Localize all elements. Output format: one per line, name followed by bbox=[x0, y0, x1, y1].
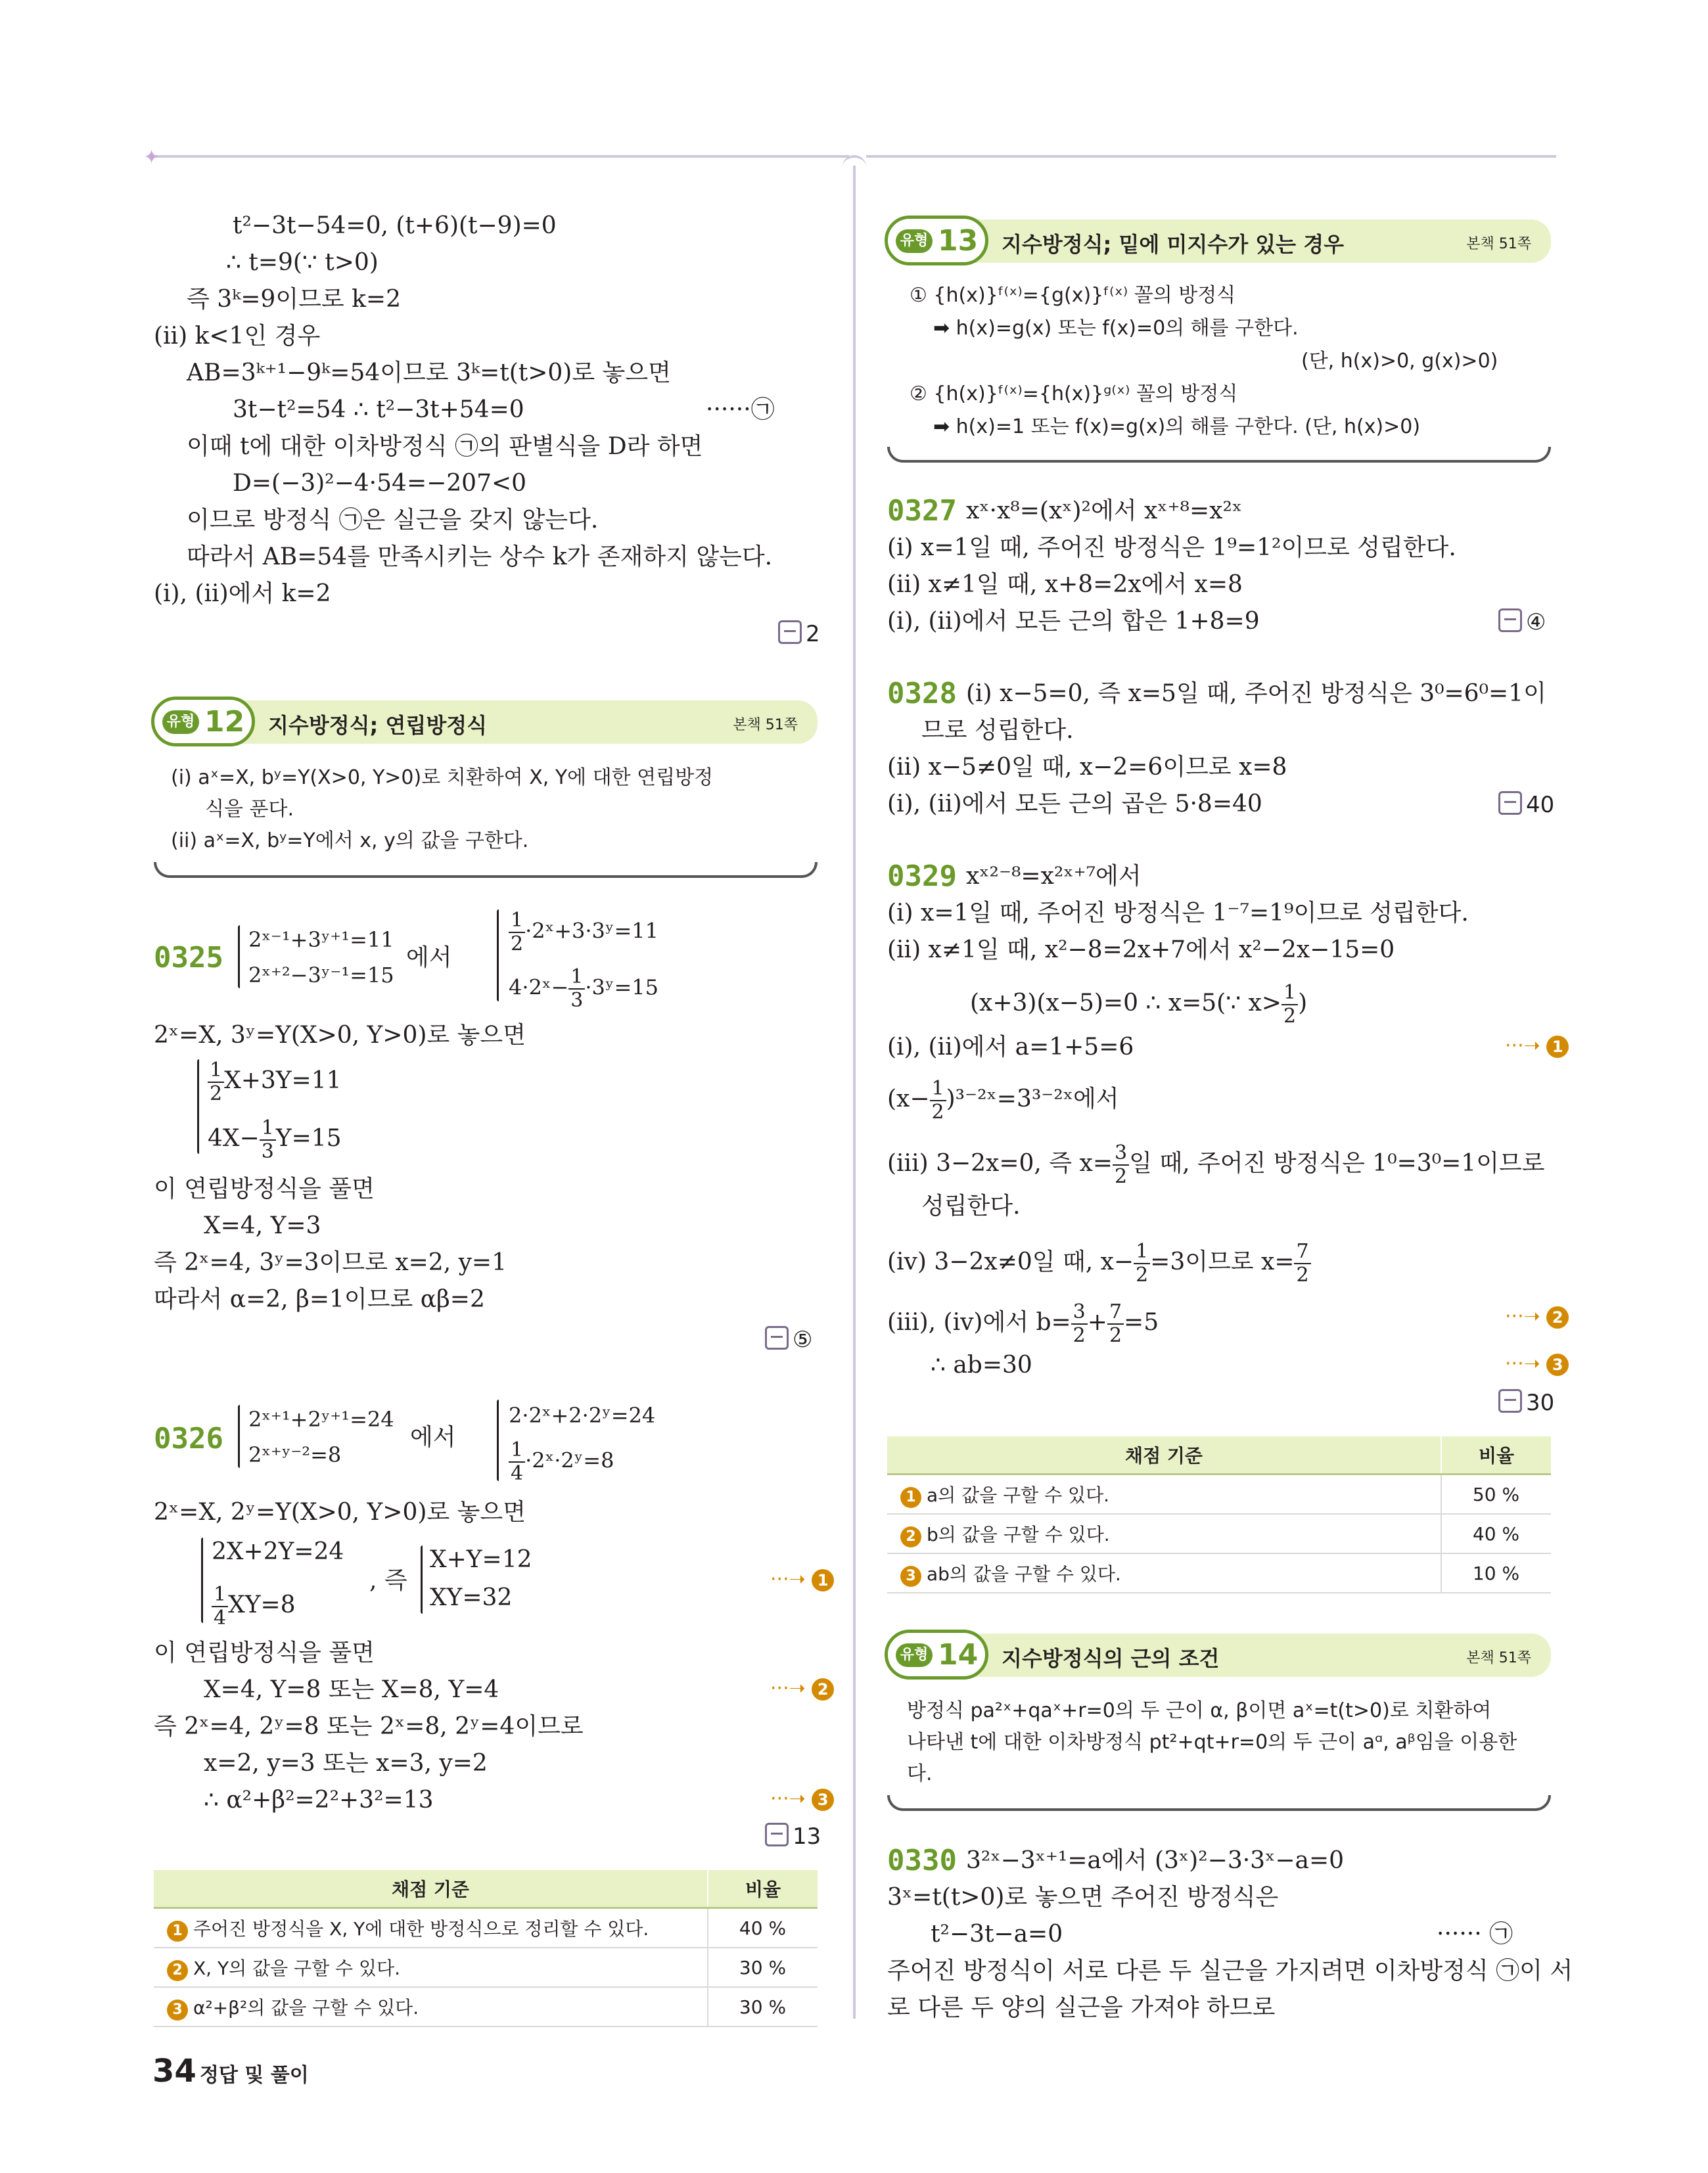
step-marker-2: ···➝ 2 bbox=[770, 1677, 834, 1701]
type-badge-number: 12 bbox=[204, 705, 245, 739]
solution-line: (i), (ii)에서 a=1+5=6 bbox=[887, 1034, 1134, 1061]
answer-icon bbox=[1498, 608, 1522, 632]
textbook-ref: 본책 51쪽 bbox=[1466, 236, 1531, 252]
solution-line: (ii) x≠1일 때, x²−8=2x+7에서 x²−2x−15=0 bbox=[887, 936, 1395, 963]
solution-line: (iii) 3−2x=0, 즉 x= $\frac{3}{2}$ 일 때, 주어진 방정식은 1⁰=3⁰=1이므로 bbox=[887, 1141, 1545, 1188]
summary-box-bottom bbox=[887, 447, 1551, 463]
system-eq: 4·2ˣ− $\frac{1}{3}$ ·3ʸ=15 bbox=[509, 965, 658, 1012]
solution-line: 성립한다. bbox=[921, 1193, 1021, 1220]
fraction: $\frac{1}{3}$ bbox=[568, 966, 585, 1012]
textbook-ref: 본책 51쪽 bbox=[733, 717, 798, 733]
solution-line: (i), (ii)에서 모든 근의 합은 1+8=9 bbox=[887, 608, 1260, 635]
type-banner-13 bbox=[887, 219, 1551, 263]
answer-value: 2 bbox=[806, 621, 820, 647]
step-marker-1: ···➝ 1 bbox=[1505, 1034, 1569, 1058]
problem-number: 0330 bbox=[887, 1844, 957, 1877]
solution-line: 3t−t²=54 ∴ t²−3t+54=0 bbox=[233, 396, 524, 423]
solution-line: 즉 3ᵏ=9이므로 k=2 bbox=[187, 286, 401, 313]
summary-line: ➡ h(x)=1 또는 f(x)=g(x)의 해를 구한다. (단, h(x)>0) bbox=[933, 415, 1421, 438]
solution-line: (i), (ii)에서 모든 근의 곱은 5·8=40 bbox=[887, 790, 1262, 817]
solution-line: 3ˣ=t(t>0)로 놓으면 주어진 방정식은 bbox=[887, 1884, 1279, 1911]
solution-line: (iv) 3−2x≠0일 때, x− $\frac{1}{2}$ =3이므로 x= $\frac{7}{2}$ bbox=[887, 1241, 1311, 1287]
summary-line: ➡ h(x)=g(x) 또는 f(x)=0의 해를 구한다. bbox=[933, 317, 1299, 340]
solution-line: X=4, Y=3 bbox=[204, 1212, 321, 1239]
fraction: $\frac{1}{2}$ bbox=[1134, 1241, 1150, 1287]
fraction: $\frac{1}{4}$ bbox=[509, 1439, 525, 1485]
step-marker-1: ···➝ 1 bbox=[770, 1568, 834, 1591]
solution-line: 이때 t에 대한 이차방정식 ㉠의 판별식을 D라 하면 bbox=[187, 433, 703, 460]
summary-line: ② {h(x)}ᶠ⁽ˣ⁾={h(x)}ᵍ⁽ˣ⁾ 꼴의 방정식 bbox=[910, 382, 1238, 405]
table-row bbox=[154, 1948, 818, 1987]
type-badge-number: 14 bbox=[938, 1638, 979, 1672]
system-eq: $\frac{1}{2}$ ·2ˣ+3·3ʸ=11 bbox=[509, 909, 658, 955]
top-rule-right bbox=[866, 155, 1556, 158]
grading-criteria: 2 X, Y의 값을 구할 수 있다. bbox=[154, 1948, 708, 1987]
fraction: $\frac{3}{2}$ bbox=[1071, 1301, 1088, 1347]
summary-line: 식을 푼다. bbox=[205, 798, 294, 821]
solution-line: (x− $\frac{1}{2}$ )³⁻²ˣ=3³⁻²ˣ에서 bbox=[887, 1077, 1119, 1124]
grading-ratio: 40 % bbox=[1441, 1514, 1551, 1553]
summary-line: 방정식 pa²ˣ+qaˣ+r=0의 두 근이 α, β이면 aˣ=t(t>0)로 치환하여 bbox=[907, 1699, 1492, 1722]
type-badge-label: 유형 bbox=[896, 229, 933, 253]
summary-line: (단, h(x)>0, g(x)>0) bbox=[1301, 350, 1498, 373]
page-number: 34 bbox=[152, 2053, 196, 2090]
solution-line: 이 연립방정식을 풀면 bbox=[154, 1639, 375, 1666]
solution-line: 로 다른 두 양의 실근을 가져야 하므로 bbox=[887, 1994, 1276, 2021]
summary-box-bottom bbox=[154, 862, 818, 878]
answer-value: 40 bbox=[1526, 792, 1555, 818]
fraction: $\frac{1}{2}$ bbox=[208, 1059, 224, 1105]
solution-line: (ii) x≠1일 때, x+8=2x에서 x=8 bbox=[887, 571, 1243, 598]
type-banner-14 bbox=[887, 1634, 1551, 1677]
fraction: $\frac{7}{2}$ bbox=[1107, 1301, 1124, 1347]
answer-value: 30 bbox=[1526, 1390, 1555, 1416]
system-eq: $\frac{1}{4}$ ·2ˣ·2ʸ=8 bbox=[509, 1439, 614, 1485]
answer-value: 13 bbox=[793, 1823, 821, 1850]
fraction: $\frac{1}{4}$ bbox=[212, 1584, 228, 1630]
grading-table bbox=[154, 1870, 818, 2027]
solution-line: ∴ α²+β²=2²+3²=13 bbox=[204, 1787, 434, 1814]
solution-line: 3²ˣ−3ˣ⁺¹=a에서 (3ˣ)²−3·3ˣ−a=0 bbox=[966, 1847, 1345, 1874]
step-marker-3: ···➝ 3 bbox=[770, 1787, 834, 1811]
solution-line: 즉 2ˣ=4, 3ʸ=3이므로 x=2, y=1 bbox=[154, 1249, 507, 1276]
equation-mark: ······㉠ bbox=[706, 396, 775, 423]
answer-icon bbox=[765, 1326, 789, 1350]
grading-ratio: 50 % bbox=[1441, 1475, 1551, 1515]
system-brace bbox=[238, 1405, 240, 1468]
step-marker-2: ···➝ 2 bbox=[1505, 1305, 1569, 1329]
solution-line: 주어진 방정식이 서로 다른 두 실근을 가지려면 이차방정식 ㉠이 서 bbox=[887, 1957, 1573, 1984]
grading-header bbox=[887, 1436, 1551, 1475]
summary-line: 나타낸 t에 대한 이차방정식 pt²+qt+r=0의 두 근이 aᵅ, aᵝ임을 이용한 bbox=[907, 1731, 1517, 1754]
grading-criteria: 1 a의 값을 구할 수 있다. bbox=[887, 1475, 1441, 1515]
type-badge bbox=[151, 697, 255, 746]
solution-line: xˣ²⁻⁸=x²ˣ⁺⁷에서 bbox=[966, 863, 1142, 890]
solution-line: D=(−3)²−4·54=−207<0 bbox=[233, 470, 527, 497]
table-row bbox=[154, 1987, 818, 2026]
type-badge bbox=[885, 216, 988, 265]
solution-line: t²−3t−a=0 bbox=[931, 1921, 1063, 1948]
table-row bbox=[154, 1908, 818, 1948]
solution-line: 즉 2ˣ=4, 2ʸ=8 또는 2ˣ=8, 2ʸ=4이므로 bbox=[154, 1713, 584, 1740]
solution-line: 므로 성립한다. bbox=[921, 717, 1074, 744]
answer-value: ⑤ bbox=[793, 1327, 813, 1353]
fraction: $\frac{1}{2}$ bbox=[1281, 982, 1298, 1028]
grading-ratio: 40 % bbox=[708, 1908, 818, 1948]
answer-icon bbox=[1498, 791, 1522, 815]
page-footer bbox=[152, 2053, 309, 2090]
system-eq: X+Y=12 bbox=[430, 1546, 532, 1573]
star-icon: ✦ bbox=[143, 146, 160, 169]
solution-line: (ii) x−5≠0일 때, x−2=6이므로 x=8 bbox=[887, 754, 1287, 781]
system-eq: XY=32 bbox=[430, 1584, 513, 1611]
type-badge-number: 13 bbox=[938, 224, 979, 258]
type-badge bbox=[885, 1630, 988, 1680]
answer-icon bbox=[778, 620, 802, 644]
solution-line: t²−3t−54=0, (t+6)(t−9)=0 bbox=[233, 212, 557, 239]
solution-line: ∴ t=9(∵ t>0) bbox=[226, 249, 379, 276]
answer-mark bbox=[1498, 1389, 1554, 1416]
solution-line: (ii) k<1인 경우 bbox=[154, 323, 321, 350]
summary-line: ① {h(x)}ᶠ⁽ˣ⁾={g(x)}ᶠ⁽ˣ⁾ 꼴의 방정식 bbox=[910, 284, 1236, 307]
system-eq: 2ˣ⁻¹+3ʸ⁺¹=11 bbox=[248, 927, 394, 952]
solution-line: 이므로 방정식 ㉠은 실근을 갖지 않는다. bbox=[187, 507, 599, 534]
summary-line: (ii) aˣ=X, bʸ=Y에서 x, y의 값을 구한다. bbox=[171, 829, 529, 852]
answer-icon bbox=[1498, 1389, 1522, 1413]
system-eq: 2ˣ⁺ʸ⁻²=8 bbox=[248, 1442, 342, 1467]
summary-line: 다. bbox=[907, 1762, 933, 1785]
type-title: 지수방정식; 밑에 미지수가 있는 경우 bbox=[1002, 232, 1345, 257]
type-banner-12 bbox=[154, 700, 818, 744]
answer-mark bbox=[778, 620, 820, 647]
grading-ratio: 30 % bbox=[708, 1987, 818, 2026]
system-brace bbox=[421, 1545, 423, 1614]
answer-mark bbox=[1498, 608, 1546, 635]
fraction: $\frac{1}{3}$ bbox=[260, 1117, 276, 1163]
grading-criteria: 3 α²+β²의 값을 구할 수 있다. bbox=[154, 1987, 708, 2026]
grading-criteria: 3 ab의 값을 구할 수 있다. bbox=[887, 1553, 1441, 1593]
problem-number: 0326 bbox=[154, 1422, 223, 1455]
grading-header bbox=[154, 1870, 818, 1908]
type-title: 지수방정식; 연립방정식 bbox=[268, 713, 488, 738]
system-eq: 2X+2Y=24 bbox=[212, 1538, 344, 1565]
solution-line: 따라서 AB=54를 만족시키는 상수 k가 존재하지 않는다. bbox=[187, 543, 773, 570]
system-eq: 4X− $\frac{1}{3}$ Y=15 bbox=[208, 1116, 342, 1163]
text-eseo: 에서 bbox=[406, 944, 452, 971]
system-eq: 2ˣ⁺²−3ʸ⁻¹=15 bbox=[248, 963, 394, 988]
summary-line: (i) aˣ=X, bʸ=Y(X>0, Y>0)로 치환하여 X, Y에 대한 연립방정 bbox=[171, 766, 714, 789]
text-eseo: 에서 bbox=[410, 1424, 456, 1451]
type-title: 지수방정식의 근의 조건 bbox=[1002, 1646, 1220, 1671]
type-badge-label: 유형 bbox=[162, 710, 199, 734]
column-divider bbox=[853, 166, 856, 2019]
problem-number: 0325 bbox=[154, 941, 223, 974]
solution-line: x=2, y=3 또는 x=3, y=2 bbox=[204, 1750, 488, 1777]
problem-number: 0329 bbox=[887, 859, 957, 893]
system-brace bbox=[238, 925, 240, 988]
fraction: $\frac{7}{2}$ bbox=[1294, 1241, 1310, 1287]
solution-line: ∴ ab=30 bbox=[931, 1352, 1032, 1379]
solution-line: 따라서 α=2, β=1이므로 αβ=2 bbox=[154, 1286, 485, 1313]
grading-table bbox=[887, 1436, 1551, 1593]
table-row bbox=[887, 1475, 1551, 1515]
answer-mark bbox=[765, 1326, 812, 1353]
grading-ratio: 10 % bbox=[1441, 1553, 1551, 1593]
grading-header-ratio: 비율 bbox=[1441, 1436, 1551, 1475]
table-row bbox=[887, 1514, 1551, 1553]
grading-header-criteria: 채점 기준 bbox=[154, 1870, 708, 1908]
system-brace bbox=[497, 909, 499, 1001]
grading-criteria: 1 주어진 방정식을 X, Y에 대한 방정식으로 정리할 수 있다. bbox=[154, 1908, 708, 1948]
type-badge-label: 유형 bbox=[896, 1643, 933, 1667]
solution-line: (i), (ii)에서 k=2 bbox=[154, 580, 331, 607]
fraction: $\frac{1}{2}$ bbox=[930, 1078, 946, 1124]
answer-mark bbox=[765, 1823, 821, 1850]
fraction: $\frac{3}{2}$ bbox=[1113, 1142, 1129, 1188]
summary-box-bottom bbox=[887, 1795, 1551, 1811]
table-row bbox=[887, 1553, 1551, 1593]
grading-criteria: 2 b의 값을 구할 수 있다. bbox=[887, 1514, 1441, 1553]
solution-line: (iii), (iv)에서 b= $\frac{3}{2}$ + $\frac{7}{2}$ =5 bbox=[887, 1300, 1159, 1347]
solution-line: xˣ·x⁸=(xˣ)²에서 xˣ⁺⁸=x²ˣ bbox=[966, 497, 1243, 524]
solution-line: AB=3ᵏ⁺¹−9ᵏ=54이므로 3ᵏ=t(t>0)로 놓으면 bbox=[187, 359, 671, 386]
grading-header-ratio: 비율 bbox=[708, 1870, 818, 1908]
system-brace bbox=[197, 1059, 199, 1154]
solution-line: (i) x=1일 때, 주어진 방정식은 1⁹=1²이므로 성립한다. bbox=[887, 534, 1456, 561]
textbook-ref: 본책 51쪽 bbox=[1466, 1650, 1531, 1666]
equation-mark: ······ ㉠ bbox=[1437, 1921, 1513, 1948]
solution-line: 2ˣ=X, 3ʸ=Y(X>0, Y>0)로 놓으면 bbox=[154, 1022, 526, 1049]
answer-icon bbox=[765, 1823, 789, 1846]
system-eq: 2ˣ⁺¹+2ʸ⁺¹=24 bbox=[248, 1407, 394, 1432]
system-eq: $\frac{1}{2}$ X+3Y=11 bbox=[208, 1059, 342, 1105]
solution-line: (i) x−5=0, 즉 x=5일 때, 주어진 방정식은 3⁰=6⁰=1이 bbox=[966, 680, 1546, 707]
text-jeuk: , 즉 bbox=[369, 1567, 407, 1594]
solution-line: 이 연립방정식을 풀면 bbox=[154, 1176, 375, 1202]
footer-label: 정답 및 풀이 bbox=[199, 2064, 309, 2087]
system-brace bbox=[201, 1538, 203, 1623]
grading-header-criteria: 채점 기준 bbox=[887, 1436, 1441, 1475]
fraction: $\frac{1}{2}$ bbox=[509, 909, 525, 955]
problem-number: 0327 bbox=[887, 494, 957, 528]
answer-value: ④ bbox=[1526, 609, 1546, 635]
system-brace bbox=[497, 1400, 499, 1481]
problem-number: 0328 bbox=[887, 677, 957, 710]
grading-ratio: 30 % bbox=[708, 1948, 818, 1987]
solution-line: 2ˣ=X, 2ʸ=Y(X>0, Y>0)로 놓으면 bbox=[154, 1499, 526, 1526]
solution-line: (i) x=1일 때, 주어진 방정식은 1⁻⁷=1⁹이므로 성립한다. bbox=[887, 900, 1469, 926]
top-rule-left bbox=[152, 155, 849, 158]
system-eq: $\frac{1}{4}$ XY=8 bbox=[212, 1584, 296, 1630]
system-eq: 2·2ˣ+2·2ʸ=24 bbox=[509, 1403, 656, 1428]
step-marker-3: ···➝ 3 bbox=[1505, 1352, 1569, 1376]
solution-line: X=4, Y=8 또는 X=8, Y=4 bbox=[204, 1676, 499, 1703]
solution-line: (x+3)(x−5)=0 ∴ x=5(∵ x> $\frac{1}{2}$ ) bbox=[970, 981, 1308, 1028]
answer-mark bbox=[1498, 791, 1554, 818]
